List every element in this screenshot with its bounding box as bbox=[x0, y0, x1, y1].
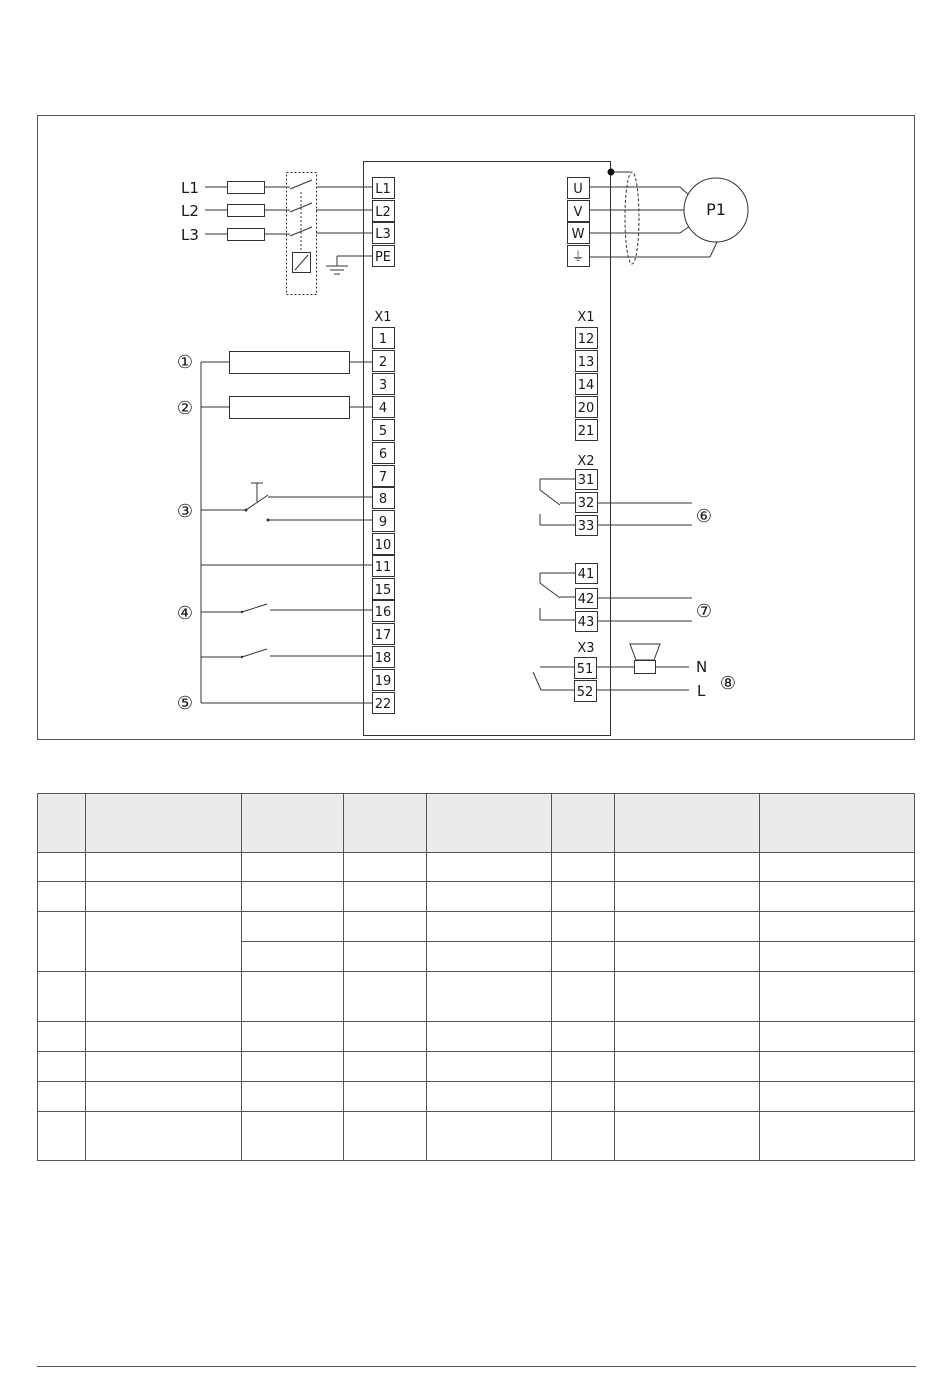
table-cell bbox=[427, 912, 552, 942]
table-row bbox=[38, 912, 915, 942]
table-cell bbox=[242, 853, 344, 882]
table-cell bbox=[760, 972, 915, 1022]
terminal-l2: L2 bbox=[375, 205, 391, 220]
table-cell bbox=[86, 1112, 242, 1161]
table-header-cell bbox=[552, 794, 615, 853]
mains-phase-labels bbox=[181, 179, 199, 244]
x2-terminal-strip bbox=[576, 470, 598, 632]
callout-5: ⑤ bbox=[176, 693, 194, 714]
table-header-cell bbox=[344, 794, 427, 853]
x3-label: X3 bbox=[577, 641, 595, 656]
x3-terminal-52: 52 bbox=[576, 685, 594, 700]
horn-body bbox=[635, 661, 656, 674]
x1-terminal-16: 16 bbox=[374, 605, 392, 620]
table-cell bbox=[86, 912, 242, 972]
callout-6: ⑥ bbox=[695, 506, 713, 527]
terminal-pe: PE bbox=[374, 250, 392, 265]
supply-label-n: N bbox=[696, 658, 708, 676]
callout-4: ④ bbox=[176, 603, 194, 624]
callout-8: ⑧ bbox=[719, 673, 737, 694]
table-cell bbox=[86, 853, 242, 882]
x1-terminal-13: 13 bbox=[577, 355, 595, 370]
table-cell bbox=[615, 942, 760, 972]
table-cell bbox=[552, 1082, 615, 1112]
table-cell bbox=[344, 1082, 427, 1112]
footer-divider bbox=[37, 1366, 916, 1367]
table-cell bbox=[242, 1082, 344, 1112]
table-cell bbox=[760, 942, 915, 972]
table-row bbox=[38, 972, 915, 1022]
table-cell bbox=[760, 882, 915, 912]
table-header-cell bbox=[38, 794, 86, 853]
table-cell bbox=[760, 912, 915, 942]
x2-terminal-33: 33 bbox=[577, 519, 595, 534]
terminal-spec-table bbox=[37, 793, 915, 1161]
table-cell bbox=[427, 853, 552, 882]
phase-label-l1: L1 bbox=[181, 179, 199, 197]
table-header-cell bbox=[760, 794, 915, 853]
phase-label-l3: L3 bbox=[181, 226, 199, 244]
terminal-w: W bbox=[571, 227, 585, 242]
callout-3: ③ bbox=[176, 501, 194, 522]
x2-terminal-43: 43 bbox=[577, 615, 595, 630]
x1-terminal-1: 1 bbox=[378, 332, 388, 347]
table-cell bbox=[344, 1052, 427, 1082]
x1-terminal-3: 3 bbox=[378, 378, 388, 393]
table-cell bbox=[552, 942, 615, 972]
x2-terminal-41: 41 bbox=[577, 567, 595, 582]
table-cell bbox=[615, 912, 760, 942]
table-cell bbox=[38, 912, 86, 972]
control-wiring bbox=[201, 352, 372, 704]
cable-shield bbox=[625, 172, 639, 264]
x1-terminal-7: 7 bbox=[378, 470, 388, 485]
x1-terminal-9: 9 bbox=[378, 515, 388, 530]
table-cell bbox=[427, 1082, 552, 1112]
shield-junction-dot bbox=[608, 169, 615, 176]
terminal-v: V bbox=[573, 205, 583, 220]
mains-wiring bbox=[205, 173, 372, 295]
table-row bbox=[38, 1022, 915, 1052]
table-cell bbox=[552, 853, 615, 882]
table-cell bbox=[242, 1022, 344, 1052]
table-header-cell bbox=[427, 794, 552, 853]
horn-icon bbox=[630, 644, 660, 660]
x1-terminal-19: 19 bbox=[374, 674, 392, 689]
terminal-l3: L3 bbox=[375, 227, 391, 242]
table-cell bbox=[344, 912, 427, 942]
table-header-row bbox=[38, 794, 915, 853]
x1-terminal-20: 20 bbox=[577, 401, 595, 416]
diagram-border bbox=[38, 116, 915, 740]
x1-terminal-8: 8 bbox=[378, 492, 388, 507]
x2-label: X2 bbox=[577, 454, 595, 469]
x1-left-label: X1 bbox=[374, 310, 392, 325]
x1-terminal-17: 17 bbox=[374, 628, 392, 643]
table-cell bbox=[615, 1022, 760, 1052]
table-cell bbox=[552, 882, 615, 912]
table-header-cell bbox=[242, 794, 344, 853]
x2-terminal-labels bbox=[578, 473, 595, 630]
table-row bbox=[38, 882, 915, 912]
table-cell bbox=[86, 882, 242, 912]
table-cell bbox=[615, 1052, 760, 1082]
table-cell bbox=[427, 1052, 552, 1082]
table-cell bbox=[760, 1082, 915, 1112]
table-row bbox=[38, 853, 915, 882]
x1-terminal-6: 6 bbox=[378, 447, 388, 462]
table-cell bbox=[615, 972, 760, 1022]
fuse-l2 bbox=[228, 205, 265, 217]
x1-terminal-12: 12 bbox=[577, 332, 595, 347]
table-header-cell bbox=[615, 794, 760, 853]
table-cell bbox=[344, 882, 427, 912]
table-cell bbox=[427, 882, 552, 912]
table-cell bbox=[242, 1112, 344, 1161]
x3-terminal-51: 51 bbox=[576, 662, 594, 677]
x1-terminal-15: 15 bbox=[374, 583, 392, 598]
table-cell bbox=[344, 942, 427, 972]
x1-terminal-11: 11 bbox=[374, 560, 392, 575]
control-wiring-nodes bbox=[241, 509, 270, 659]
table-cell bbox=[552, 912, 615, 942]
analog-input-2-device bbox=[230, 397, 350, 419]
x1-terminal-2: 2 bbox=[378, 355, 388, 370]
table-cell bbox=[760, 1052, 915, 1082]
table-cell bbox=[552, 1112, 615, 1161]
callout-1: ① bbox=[176, 352, 194, 373]
table-cell bbox=[615, 1112, 760, 1161]
fuse-l3 bbox=[228, 229, 265, 241]
table-cell bbox=[86, 972, 242, 1022]
table-cell bbox=[86, 1082, 242, 1112]
table-cell bbox=[38, 1082, 86, 1112]
relay-wiring bbox=[540, 479, 692, 621]
table-cell bbox=[344, 1112, 427, 1161]
x2-terminal-32: 32 bbox=[577, 496, 595, 511]
table-cell bbox=[86, 1022, 242, 1052]
table-cell bbox=[38, 853, 86, 882]
table-cell bbox=[86, 1052, 242, 1082]
table-cell bbox=[242, 942, 344, 972]
table-cell bbox=[615, 1082, 760, 1112]
table-cell bbox=[38, 972, 86, 1022]
terminal-l1: L1 bbox=[375, 182, 391, 197]
table-cell bbox=[344, 972, 427, 1022]
table-cell bbox=[760, 1112, 915, 1161]
table-row bbox=[38, 1112, 915, 1161]
table-cell bbox=[38, 1052, 86, 1082]
table-cell bbox=[427, 1022, 552, 1052]
analog-input-1-device bbox=[230, 352, 350, 374]
table-cell bbox=[427, 942, 552, 972]
table-cell bbox=[242, 882, 344, 912]
x2-terminal-31: 31 bbox=[577, 473, 595, 488]
table-row bbox=[38, 1082, 915, 1112]
table-cell bbox=[38, 882, 86, 912]
x1-right-label: X1 bbox=[577, 310, 595, 325]
supply-label-l: L bbox=[697, 682, 706, 700]
fuse-l1 bbox=[228, 182, 265, 194]
x1-terminal-22: 22 bbox=[374, 697, 392, 712]
table-cell bbox=[427, 1112, 552, 1161]
table-cell bbox=[760, 1022, 915, 1052]
x1-terminal-14: 14 bbox=[577, 378, 595, 393]
table-cell bbox=[615, 882, 760, 912]
x1-terminal-5: 5 bbox=[378, 424, 388, 439]
x1-terminal-4: 4 bbox=[378, 401, 388, 416]
table-cell bbox=[552, 972, 615, 1022]
terminal-u: U bbox=[573, 182, 583, 197]
x1-terminal-10: 10 bbox=[374, 538, 392, 553]
terminal-ground: ⏚ bbox=[571, 250, 585, 265]
table-cell bbox=[38, 1112, 86, 1161]
table-row bbox=[38, 1052, 915, 1082]
table-cell bbox=[615, 853, 760, 882]
table-cell bbox=[552, 1022, 615, 1052]
table-header-cell bbox=[86, 794, 242, 853]
table-cell bbox=[760, 853, 915, 882]
table-cell bbox=[242, 1052, 344, 1082]
callout-7: ⑦ bbox=[695, 601, 713, 622]
x2-terminal-42: 42 bbox=[577, 592, 595, 607]
table-cell bbox=[242, 972, 344, 1022]
table-cell bbox=[427, 972, 552, 1022]
x1-terminal-21: 21 bbox=[577, 424, 595, 439]
table-cell bbox=[38, 1022, 86, 1052]
callout-2: ② bbox=[176, 398, 194, 419]
table-cell bbox=[344, 853, 427, 882]
phase-label-l2: L2 bbox=[181, 202, 199, 220]
x1-terminal-18: 18 bbox=[374, 651, 392, 666]
table-cell bbox=[552, 1052, 615, 1082]
motor-label: P1 bbox=[706, 200, 726, 219]
table-cell bbox=[242, 912, 344, 942]
table-cell bbox=[344, 1022, 427, 1052]
